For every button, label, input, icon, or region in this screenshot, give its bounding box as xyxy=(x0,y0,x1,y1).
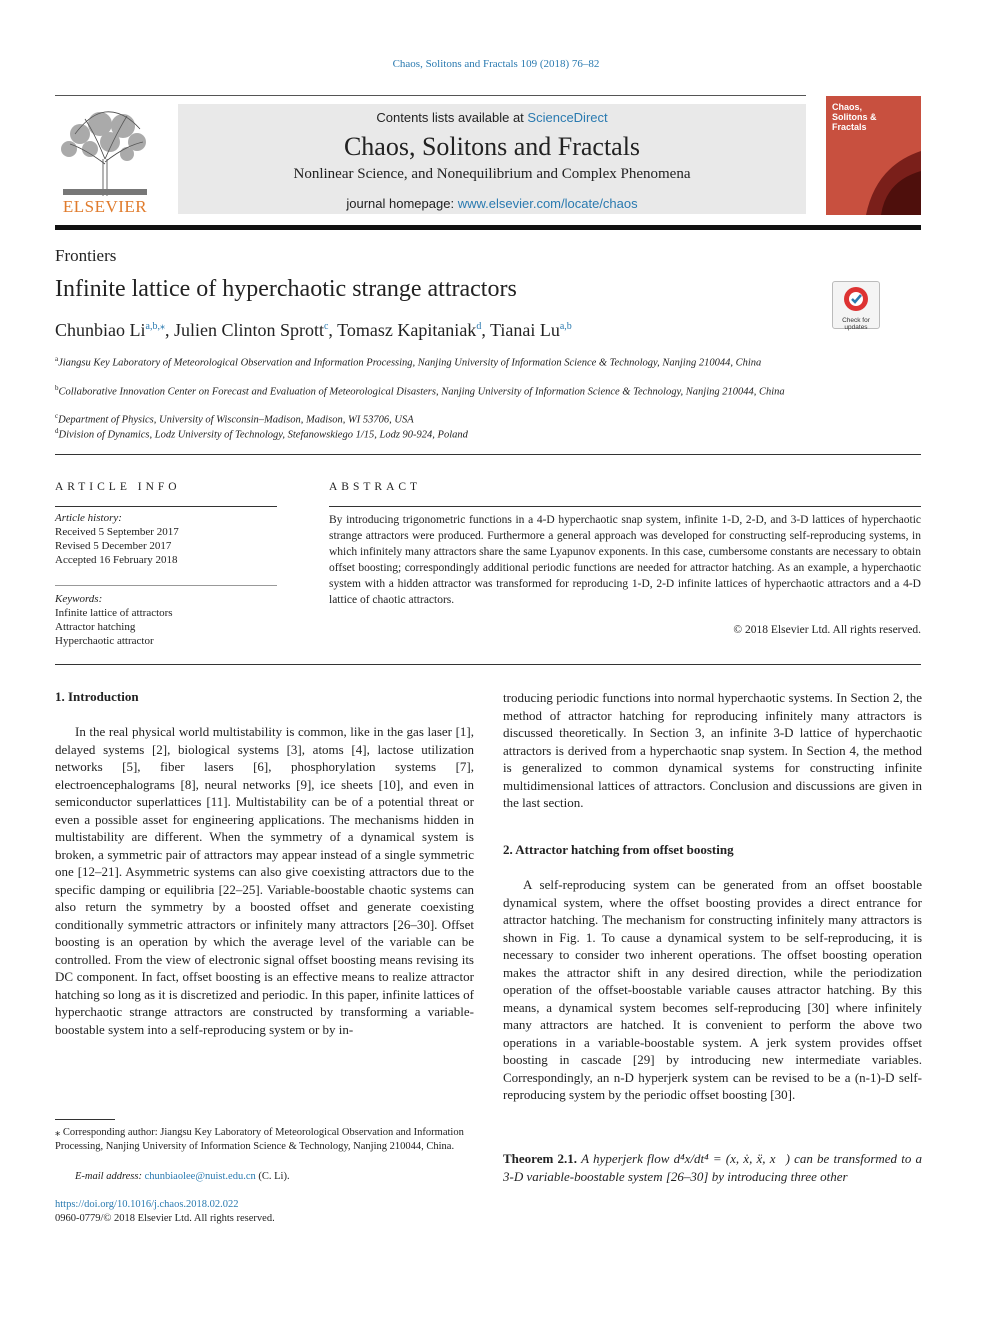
affiliation-mark: c xyxy=(55,412,59,420)
section-2-paragraph: A self-reproducing system can be generated from an offset boostable dynamical system, where the offset boosting provides a direct entrance for attractor hatching. The mechanism for constructing infinitely many attractors is shown in Fig. 1. To cause a dynamical system to be self-reproducing, it is necessary to consider two inherent operations. The offset boosting operation makes the attractor shift in any desired direction, while the periodization operation of the offset-boostable variable causes attractor hatching. By this means, a dynamical system becomes self-reproducing [30] where infinitely many attractors are hatched. It is convenient to perform the above two operations in a variable-boostable system. A jerk system provides offset boosting in cascade [29] by introducing new intermediate variables. Correspondingly, an n-D hyperjerk system can be revised to be a (n-1)-D self-reproducing system by the periodic offset boosting [30]. xyxy=(503,877,922,1102)
journal-homepage-link[interactable]: www.elsevier.com/locate/chaos xyxy=(457,196,638,211)
header-thick-rule xyxy=(55,225,921,230)
keyword: Hyperchaotic attractor xyxy=(55,635,154,647)
doi-link[interactable]: https://doi.org/10.1016/j.chaos.2018.02.022 xyxy=(55,1199,239,1210)
abstract-divider xyxy=(55,664,921,665)
contents-prefix: Contents lists available at xyxy=(376,110,524,125)
abstract-heading: ABSTRACT xyxy=(329,481,422,493)
header-top-rule xyxy=(55,95,806,96)
intro-heading: 1. Introduction xyxy=(55,689,139,704)
intro-paragraph-continued: troducing periodic functions into normal hyperchaotic systems. In Section 2, the method of attractor hatching for reproducing infinitely many attractors is discussed theoretically. In Section 3, an infinite 3-D lattice of hyperchaotic attractors is derived from a hyperchaotic snap system. In Section 4, the method is generalized to common dynamical systems for constructing infinite multidimensional lattices of attractors. Conclusion and discussions are given in the last section. xyxy=(503,690,922,810)
author-affil-marks[interactable]: d xyxy=(476,321,482,332)
theorem-label: Theorem 2.1. xyxy=(503,1151,577,1166)
abstract-rule xyxy=(329,506,921,507)
affiliation xyxy=(55,381,855,400)
affiliation-divider xyxy=(55,454,921,455)
article-info-rule xyxy=(55,506,277,507)
elsevier-wordmark: ELSEVIER xyxy=(62,197,148,216)
author-affil-marks[interactable]: c xyxy=(323,321,329,332)
paper-title: Infinite lattice of hyperchaotic strange attractors xyxy=(55,276,517,302)
affiliation-mark: d xyxy=(55,427,59,435)
keyword: Infinite lattice of attractors xyxy=(55,607,173,619)
affiliation-mark: a xyxy=(55,355,59,363)
section-2-heading: 2. Attractor hatching from offset boosting xyxy=(503,842,734,857)
abstract-copyright: © 2018 Elsevier Ltd. All rights reserved. xyxy=(733,624,921,636)
journal-header xyxy=(178,104,806,214)
keyword: Attractor hatching xyxy=(55,621,136,633)
author-email-link[interactable]: chunbiaolee@nuist.edu.cn xyxy=(144,1171,256,1182)
email-note xyxy=(75,1170,290,1184)
author-name[interactable]: Julien Clinton Sprott xyxy=(173,320,324,340)
elsevier-logo[interactable] xyxy=(55,104,155,216)
author-name[interactable]: Chunbiao Li xyxy=(55,320,146,340)
abstract-text: By introducing trigonometric functions in a 4-D hyperchaotic snap system, infinite 1-D, 2-D, and 3-D lattices of hyperchaotic strange attractors were produced. Furthermore a general approach was developed for constructing self-reproducing systems, in which infinitely many attractors share the same Lyapunov exponents. In this case, cumbersome constants are necessary to obtain offset boosting; correspondingly additional periodic functions are needed for attractor hatching. As an example, a hyperchaotic system with a hidden attractor was transformed for reproducing 1-D, 2-D infinite lattices of hyperchaotic attractors and a 4-D lattice of chaotic attractors. xyxy=(329,514,921,606)
cover-title: Chaos, Solitons & Fractals xyxy=(832,102,877,132)
check-updates-label: Check for updates xyxy=(842,317,870,331)
email-suffix: (C. Li). xyxy=(258,1171,290,1182)
keywords-block xyxy=(55,592,277,648)
doi-line xyxy=(55,1198,239,1212)
contents-line xyxy=(178,110,806,125)
affiliation-text: Division of Dynamics, Lodz University of Technology, Stefanowskiego 1/15, Lodz 90-924, Poland xyxy=(58,429,468,441)
corresponding-author-note: ⁎ Corresponding author: Jiangsu Key Laboratory of Meteorological Observation and Information Processing, Nanjing University of Information Science & Technology, Nanjing 210044, China. xyxy=(55,1127,464,1152)
article-info-heading: ARTICLE INFO xyxy=(55,481,181,493)
affiliation-mark: b xyxy=(55,384,59,392)
author-affil-marks[interactable]: a,b,⁎ xyxy=(145,321,165,332)
intro-paragraph: In the real physical world multistability is common, like in the gas laser [1], delayed systems [2], biological systems [3], atoms [4], lactose utilization networks [5], fiber lasers [6], phosphorylation systems [7], electroencephalograms [8], neural networks [9], ice sheets [10], and even in semiconductor superlattices [11]. Multistability can be of a potential threat or even a possible asset for engineering applications. The mechanisms hidden in multistability are different. When the symmetry of a dynamical system is broken, a symmetric pair of attractors may appear instead of a single symmetric one [12–21]. Asymmetric systems can also give coexisting attractors due to the specific damping or equilibria [22–25]. Variable-boostable chaotic systems can also return the symmetry by a boosted offset and generate coexisting conditionally symmetric attractors or infinitely many attractors [26–30]. Offset boosting is an operation by which the average level of the variable can be controlled. From the view of electronic signal offset boosting means revising its DC component. In fact, offset boosting is an effective means to realize attractor hatching so long as it is discretized and periodic. In this paper, infinite lattices of hyperchaotic strange attractors are constructed by transforming a variable-boostable system into a self-reproducing system or by in- xyxy=(55,724,474,1037)
keywords-rule xyxy=(55,585,277,586)
homepage-prefix: journal homepage: xyxy=(346,196,455,211)
issn-line: 0960-0779/© 2018 Elsevier Ltd. All rights reserved. xyxy=(55,1213,275,1224)
revised-date: Revised 5 December 2017 xyxy=(55,540,172,552)
check-for-updates-button[interactable] xyxy=(832,281,880,329)
journal-reference[interactable]: Chaos, Solitons and Fractals 109 (2018) 76–82 xyxy=(392,58,600,70)
theorem-block xyxy=(503,1150,922,1185)
footnote-rule xyxy=(55,1119,115,1120)
affiliation xyxy=(55,352,815,371)
affiliation-text: Collaborative Innovation Center on Forecast and Evaluation of Meteorological Disasters, Nanjing University of Information Science & Technology, Nanjing 210044, China xyxy=(58,386,785,398)
article-section-label: Frontiers xyxy=(55,246,117,265)
article-history xyxy=(55,511,277,567)
received-date: Received 5 September 2017 xyxy=(55,526,179,538)
author-name[interactable]: Tomasz Kapitaniak xyxy=(337,320,477,340)
journal-title: Chaos, Solitons and Fractals xyxy=(343,132,641,161)
journal-subtitle: Nonlinear Science, and Nonequilibrium and Complex Phenomena xyxy=(293,166,691,182)
affiliation xyxy=(55,424,815,443)
accepted-date: Accepted 16 February 2018 xyxy=(55,554,178,566)
check-updates-icon xyxy=(842,285,870,313)
history-label: Article history: xyxy=(55,512,122,524)
author-name[interactable]: Tianai Lu xyxy=(490,320,560,340)
email-label: E-mail address: xyxy=(75,1171,142,1182)
keywords-label: Keywords: xyxy=(55,593,103,605)
affiliation-text: Jiangsu Key Laboratory of Meteorological Observation and Information Processing, Nanjing University of Information Science & Technology, Nanjing 210044, China xyxy=(58,357,762,369)
sciencedirect-link[interactable]: ScienceDirect xyxy=(527,110,608,125)
author-list: Chunbiao $Li^{a,b,⁎}$, Julien Clinton Sprott$^c$, Tomasz Kapitaniak$^d$, Tianai Lu$^{a,b}$ xyxy=(55,320,572,340)
author-affil-marks[interactable]: a,b xyxy=(559,321,572,332)
theorem-text: A hyperjerk flow d⁴x/dt⁴ = (x, ẋ, ẍ, x⃛) can be transformed to a 3-D variable-boostable system [26–30] by introducing three other xyxy=(503,1151,923,1184)
journal-cover-image[interactable] xyxy=(826,96,921,215)
affiliation-text: Department of Physics, University of Wisconsin–Madison, Madison, WI 53706, USA xyxy=(58,414,414,426)
homepage-line xyxy=(178,196,806,211)
